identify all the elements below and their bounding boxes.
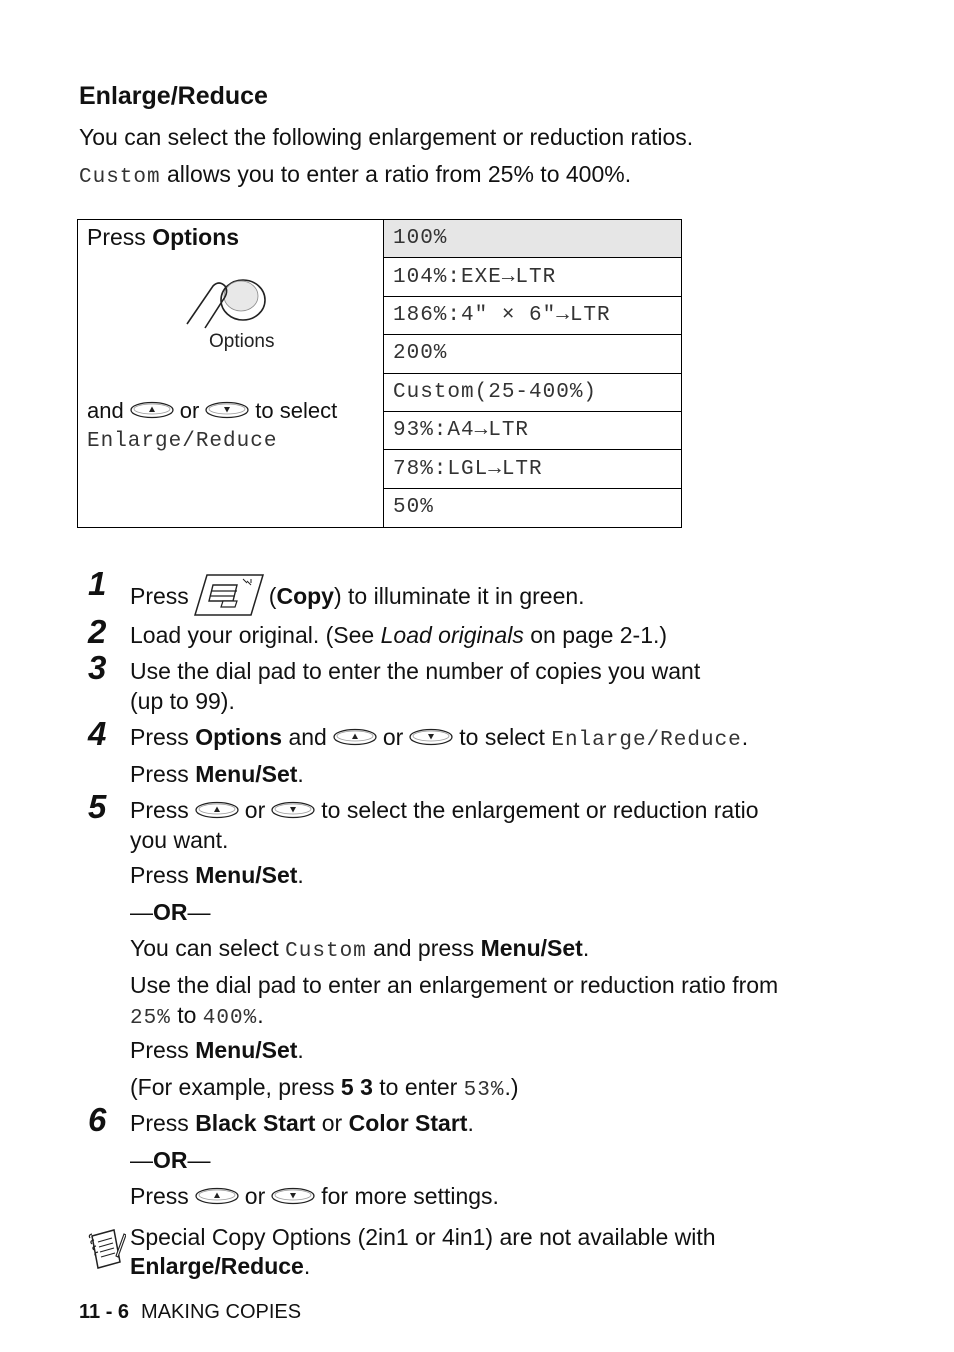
ratio-option-93: 93%:A4→LTR (384, 412, 681, 450)
step-number-1: 1 (88, 565, 107, 602)
down-arrow-key-icon (409, 728, 453, 746)
note-text-line1: Special Copy Options (2in1 or 4in1) are not available with (130, 1224, 716, 1250)
step-5-dial-text: Use the dial pad to enter an enlargement or reduction ratio from (130, 972, 779, 998)
ratio-option-186: 186%:4" × 6"→LTR (384, 297, 681, 335)
step-number-5: 5 (88, 788, 107, 825)
up-arrow-key-icon (130, 401, 174, 419)
ratio-list (384, 220, 681, 527)
section-name: MAKING COPIES (141, 1301, 302, 1323)
step-number-2: 2 (88, 613, 107, 650)
or-separator-2: —OR— (130, 1147, 211, 1173)
step-4-menuset-text: Press Menu/Set. (130, 761, 304, 787)
step-2-text: Load your original. (See Load originals on page 2-1.) (130, 622, 668, 648)
or-separator: —OR— (130, 899, 211, 925)
intro-text: You can select the following enlargement or reduction ratios. (79, 124, 694, 150)
svg-text:Options: Options (209, 331, 275, 352)
ratio-option-custom: Custom(25-400%) (384, 374, 681, 412)
step-5-text: Press or to select the enlargement or reduction ratio (130, 797, 759, 823)
step-3-text-line1: Use the dial pad to enter the number of copies you want (130, 658, 701, 684)
step-number-4: 4 (88, 715, 107, 752)
step-5-menuset-text: Press Menu/Set. (130, 862, 304, 888)
step-6-more-settings-text: Press or for more settings. (130, 1183, 499, 1209)
step-number-3: 3 (88, 649, 107, 686)
and-or-select-text: and or to select (87, 398, 338, 423)
options-key-icon (183, 272, 283, 352)
step-5-custom-text: You can select Custom and press Menu/Set. (130, 935, 590, 963)
intro-custom-text: Custom allows you to enter a ratio from 25% to 400%. (79, 161, 632, 189)
page-footer (79, 1301, 301, 1324)
press-options-text: Press Options (87, 224, 240, 250)
down-arrow-key-icon (271, 1187, 315, 1205)
step-5-range-text: 25% to 400%. (130, 1002, 264, 1030)
menu-value-text: Enlarge/Reduce (87, 430, 278, 453)
down-arrow-key-icon (271, 801, 315, 819)
step-1-text: Press (Copy) to illuminate it in green. (130, 575, 585, 621)
up-arrow-key-icon (195, 1187, 239, 1205)
page-number: 11 - 6 (79, 1301, 130, 1323)
copy-key-icon (193, 571, 265, 617)
note-icon (86, 1226, 126, 1272)
page-title: Enlarge/Reduce (79, 82, 268, 110)
ratio-option-104: 104%:EXE→LTR (384, 258, 681, 296)
down-arrow-key-icon (205, 401, 249, 419)
ratio-option-200: 200% (384, 335, 681, 373)
step-3-text-line2: (up to 99). (130, 688, 235, 714)
ratio-option-78: 78%:LGL→LTR (384, 450, 681, 488)
step-5-menuset-text-2: Press Menu/Set. (130, 1037, 304, 1063)
step-4-text: Press Options and or to select Enlarge/Reduce. (130, 724, 749, 752)
up-arrow-key-icon (195, 801, 239, 819)
note-text-line2: Enlarge/Reduce. (130, 1253, 311, 1279)
step-number-6: 6 (88, 1101, 107, 1138)
step-5-example-text: (For example, press 5 3 to enter 53%.) (130, 1074, 519, 1102)
ratio-option-50: 50% (393, 496, 434, 520)
custom-term: Custom (79, 166, 161, 189)
instruction-cell (78, 220, 384, 527)
step-6-text: Press Black Start or Color Start. (130, 1110, 474, 1136)
step-5-text-line2: you want. (130, 827, 229, 853)
ratio-option-100: 100% (384, 220, 681, 258)
ratio-table (77, 219, 682, 528)
up-arrow-key-icon (333, 728, 377, 746)
